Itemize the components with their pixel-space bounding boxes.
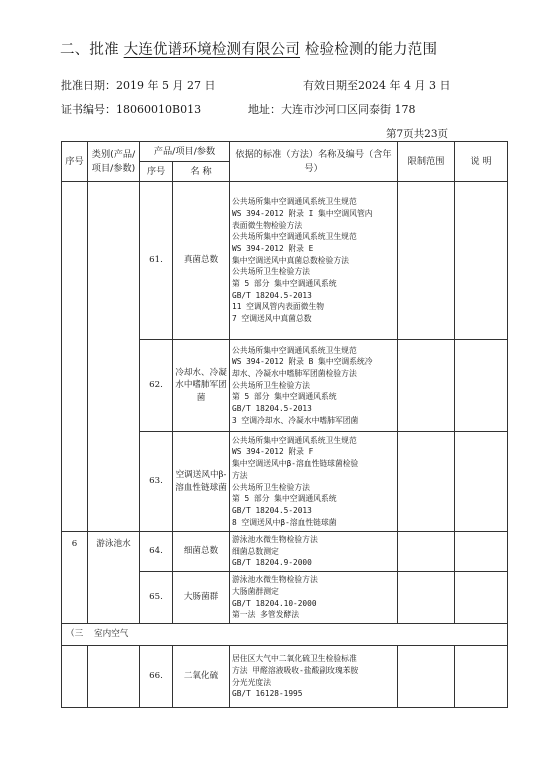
row-standard: 公共场所集中空调通风系统卫生规范 WS 394-2012 附录 F 集中空调送风中β-溶血性链球菌检验 方法 公共场所卫生检验方法 第 5 部分 集中空调通风系统 GB/T 18204.5-2013 8 空调送风中β-溶血性链球菌 <box>230 432 398 532</box>
row-name: 空调送风中β-溶血性链球菌 <box>173 432 230 532</box>
row-seq: 64. <box>140 532 173 572</box>
page-number: 第7页共23页 <box>386 128 449 140</box>
row-name: 二氧化硫 <box>173 646 230 708</box>
header-product-group: 产品/项目/参数 <box>140 142 230 162</box>
row-seq: 63. <box>140 432 173 532</box>
header-standard: 依据的标准（方法）名称及编号（含年号） <box>230 142 398 182</box>
row-name: 大肠菌群 <box>173 572 230 624</box>
row-seq: 61. <box>140 182 173 340</box>
approval-date: 批准日期：2019 年 5 月 27 日 <box>61 79 216 92</box>
row-standard: 游泳池水微生物检验方法 大肠菌群测定 GB/T 18204.10-2000 第一法 多管发酵法 <box>230 572 398 624</box>
section-code: （三 <box>66 629 84 640</box>
table-row <box>62 646 508 708</box>
row-seq: 62. <box>140 340 173 432</box>
row-name: 冷却水、冷凝水中嗜肺军团菌 <box>173 340 230 432</box>
header-name: 名 称 <box>173 162 230 182</box>
table-row <box>62 182 508 340</box>
header-seq: 序号 <box>62 142 88 182</box>
table-row <box>62 532 508 572</box>
row-standard: 居住区大气中二氧化硫卫生检验标准 方法 甲醛溶液吸收-盐酸副玫瑰苯胺 分光光度法 GB/T 16128-1995 <box>230 646 398 708</box>
row-name: 真菌总数 <box>173 182 230 340</box>
section-row <box>62 624 508 646</box>
certificate-number: 证书编号：18060010B013 <box>61 103 202 116</box>
row-seq: 66. <box>140 646 173 708</box>
valid-until-date: 有效日期至2024 年 4 月 3 日 <box>303 79 451 92</box>
category-seq: 6 <box>62 532 88 624</box>
row-name: 细菌总数 <box>173 532 230 572</box>
category-name: 游泳池水 <box>88 532 140 624</box>
header-sub-seq: 序号 <box>140 162 173 182</box>
header-note: 说 明 <box>455 142 508 182</box>
table-header-row <box>62 142 508 162</box>
title-prefix: 二、批准 <box>60 42 119 58</box>
address: 地址：大连市沙河口区同泰街 178 <box>248 103 416 116</box>
page-title <box>60 38 437 59</box>
row-standard: 公共场所集中空调通风系统卫生规范 WS 394-2012 附录 I 集中空调风管内 表面微生物检验方法 公共场所集中空调通风系统卫生规范 WS 394-2012 附录 E 集中空调送风中真菌总数检验方法 公共场所卫生检验方法 第 5 部分 集中空调通风系统 GB/T 18204.5-2013 11 空调风管内表面微生物 7 空调送风中真菌总数 <box>230 182 398 340</box>
header-limit: 限制范围 <box>398 142 455 182</box>
row-standard: 公共场所集中空调通风系统卫生规范 WS 394-2012 附录 B 集中空调系统冷 却水、冷凝水中嗜肺军团菌检验方法 公共场所卫生检验方法 第 5 部分 集中空调通风系统 GB/T 18204.5-2013 3 空调冷却水、冷凝水中嗜肺军团菌 <box>230 340 398 432</box>
row-standard: 游泳池水微生物检验方法 细菌总数测定 GB/T 18204.9-2000 <box>230 532 398 572</box>
title-organization: 大连优谱环境检测有限公司 <box>123 42 301 58</box>
title-suffix: 检验检测的能力范围 <box>304 42 438 58</box>
capability-table <box>61 141 508 708</box>
header-category: 类别(产品/项目/参数) <box>88 142 140 182</box>
row-seq: 65. <box>140 572 173 624</box>
section-label: 室内空气 <box>94 629 129 640</box>
